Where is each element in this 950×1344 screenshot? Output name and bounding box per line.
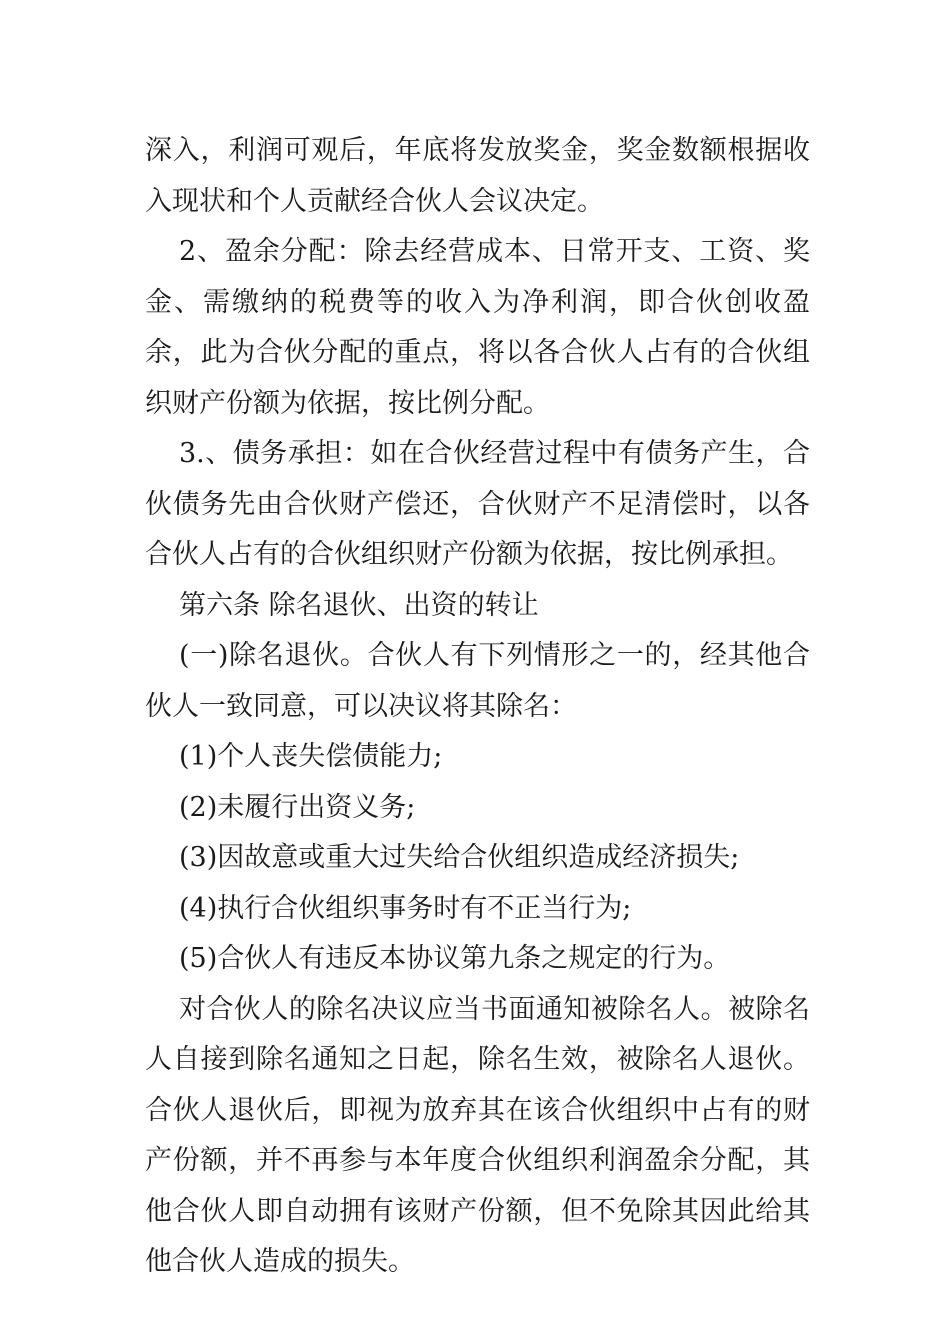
paragraph-3: 3.、债务承担：如在合伙经营过程中有债务产生，合伙债务先由合伙财产偿还，合伙财产不足清偿时，以各合伙人占有的合伙组织财产份额为依据，按比例承担。	[145, 438, 810, 570]
list-item-2: (2)未履行出资义务;	[179, 791, 416, 823]
list-item-1: (1)个人丧失偿债能力;	[179, 741, 443, 772]
document-body	[145, 126, 810, 1288]
list-item-4: (4)执行合伙组织事务时有不正当行为;	[179, 892, 632, 924]
paragraph-1: 深入，利润可观后，年底将发放奖金，奖金数额根据收入现状和个人贡献经合伙人会议决定。	[145, 135, 810, 217]
list-item-3: (3)因故意或重大过失给合伙组织造成经济损失;	[179, 842, 740, 873]
list-item-5: (5)合伙人有违反本协议第九条之规定的行为。	[179, 943, 731, 974]
section-heading: 第六条 除名退伙、出资的转让	[179, 589, 539, 621]
paragraph-2: 2、盈余分配：除去经营成本、日常开支、工资、奖金、需缴纳的税费等的收入为净利润，即合伙创收盈余，此为合伙分配的重点，将以各合伙人占有的合伙组织财产份额为依据，按比例分配。	[145, 236, 810, 419]
paragraph-11: 对合伙人的除名决议应当书面通知被除名人。被除名人自接到除名通知之日起，除名生效，被除名人退伙。合伙人退伙后，即视为放弃其在该合伙组织中占有的财产份额，并不再参与本年度合伙组织利润盈余分配，其他合伙人即自动拥有该财产份额，但不免除其因此给其他合伙人造成的损失。	[145, 993, 810, 1277]
paragraph-5: (一)除名退伙。合伙人有下列情形之一的，经其他合伙人一致同意，可以决议将其除名：	[145, 640, 810, 722]
